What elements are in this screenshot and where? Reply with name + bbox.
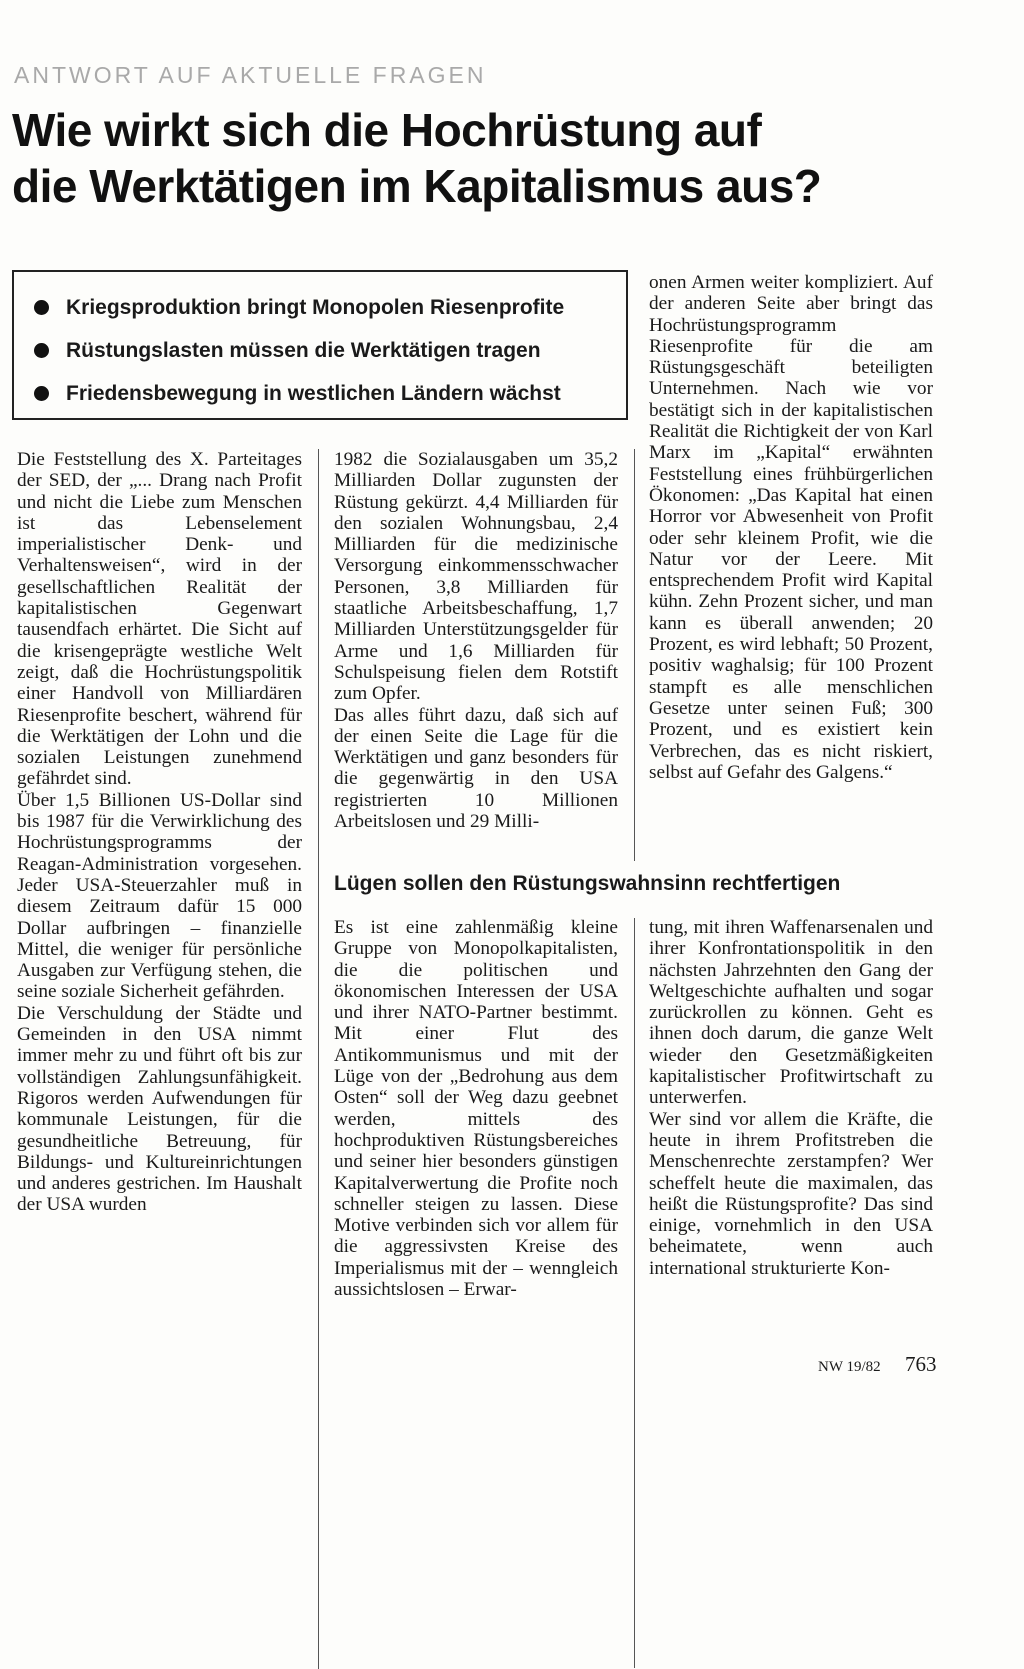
summary-item-text: Friedensbewegung in westlichen Ländern wächst xyxy=(66,382,561,405)
article-column-4 xyxy=(334,917,618,1300)
paragraph: Über 1,5 Billionen US-Dollar sind bis 1987 für die Verwirklichung des Hochrüstungsprogramms der Reagan-Administration vorgesehen. Jeder USA-Steuerzahler muß in diesem Zeitraum dafür 15 000 Dollar aufbringen – finanzielle Mittel, die weniger für persönliche Ausgaben zur Verfügung stehen, die seine soziale Sicherheit gefährden. xyxy=(17,789,302,1003)
page-title xyxy=(12,102,872,214)
kicker: ANTWORT AUF AKTUELLE FRAGEN xyxy=(14,62,487,88)
headline-line-1: Wie wirkt sich die Hochrüstung auf xyxy=(12,104,762,156)
article-column-1 xyxy=(17,449,302,1216)
headline-line-2: die Werktätigen im Kapitalismus aus? xyxy=(12,160,822,212)
summary-list xyxy=(14,272,626,415)
summary-item xyxy=(34,372,626,415)
bullet-icon xyxy=(34,343,49,358)
article-column-3 xyxy=(649,272,933,783)
paragraph: Wer sind vor allem die Kräfte, die heute in ihrem Profitstreben die Menschenrechte zerstampfen? Wer scheffelt heute die maximalen, das heißt die Rüstungsprofite? Das sind einige, vornehmlich in den USA beheimatete, wenn auch international strukturierte Kon- xyxy=(649,1108,933,1279)
paragraph: Das alles führt dazu, daß sich auf der einen Seite die Lage für die Werktätigen und ganz besonders für die gegenwärtig in den USA registrierten 10 Millionen Arbeitslosen und 29 Milli- xyxy=(334,704,618,833)
summary-item-text: Rüstungslasten müssen die Werktätigen tragen xyxy=(66,339,541,362)
paragraph: Die Verschuldung der Städte und Gemeinden in den USA nimmt immer mehr zu und führt oft bis zur vollständigen Zahlungsunfähigkeit. Rigoros werden Aufwendungen für kommunale Leistungen, für die gesundheitliche Betreuung, für Bildungs- und Kultureinrichtungen und anderes gestrichen. Im Haushalt der USA wurden xyxy=(17,1002,302,1216)
paragraph: Es ist eine zahlenmäßig kleine Gruppe von Monopolkapitalisten, die die politischen und ökonomischen Interessen der USA und ihrer NATO-Partner bestimmt. Mit einer Flut des Antikommunismus und mit der Lüge von der „Bedrohung aus dem Osten“ soll der Weg dazu geebnet werden, mittels des hochproduktiven Rüstungsbereiches und seiner hier besonders günstigen Kapitalverwertung die Profite noch schneller steigen zu lassen. Diese Motive verbinden sich vor allem für die aggressivsten Kreise des Imperialismus mit der – wenngleich aussichtslosen – Erwar- xyxy=(334,917,618,1301)
summary-box xyxy=(12,270,628,420)
bullet-icon xyxy=(34,300,49,315)
article-column-5 xyxy=(649,917,933,1279)
issue-number: NW 19/82 xyxy=(818,1359,881,1375)
paragraph: 1982 die Sozialausgaben um 35,2 Milliarden Dollar zugunsten der Rüstung gekürzt. 4,4 Milliarden für den sozialen Wohnungsbau, 2,4 Milliarden für die medizinische Versorgung einkommensschwacher Personen, 3,8 Milliarden für staatliche Arbeitsbeschaffung, 1,7 Milliarden Unterstützungsgelder für Arme und 1,6 Milliarden für Schulspeisung fielen dem Rotstift zum Opfer. xyxy=(334,449,618,705)
summary-item xyxy=(34,329,626,372)
paragraph: tung, mit ihren Waffenarsenalen und ihrer Konfrontationspolitik in den nächsten Jahrzehnten den Gang der Weltgeschichte aufhalten und sogar zurückrollen zu können. Geht es ihnen doch darum, die ganze Welt wieder den Gesetzmäßigkeiten kapitalistischer Profitwirtschaft zu unterwerfen. xyxy=(649,917,933,1109)
article-column-2 xyxy=(334,449,618,832)
column-divider xyxy=(634,449,635,861)
summary-item xyxy=(34,286,626,329)
section-subheading: Lügen sollen den Rüstungswahnsinn rechtfertigen xyxy=(334,872,841,895)
page-number: 763 xyxy=(905,1352,937,1376)
summary-item-text: Kriegsproduktion bringt Monopolen Riesenprofite xyxy=(66,296,565,319)
paragraph: Die Feststellung des X. Parteitages der SED, der „... Drang nach Profit und nicht die Liebe zum Menschen ist das Lebenselement imperialistischer Denk- und Verhaltensweisen“, wird in der gesellschaftlichen Realität der kapitalistischen Gegenwart tausendfach erhärtet. Die Sicht auf die krisengeprägte westliche Welt zeigt, daß die Hochrüstungspolitik einer Handvoll von Milliardären Riesenprofite beschert, während für die Werktätigen der Lohn und die sozialen Leistungen zunehmend gefährdet sind. xyxy=(17,449,302,790)
paragraph: onen Armen weiter kompliziert. Auf der anderen Seite aber bringt das Hochrüstungsprogramm Riesenprofite für die am Rüstungsgeschäft beteiligten Unternehmen. Nach wie vor bestätigt sich in der kapitalistischen Realität die Richtigkeit der von Karl Marx im „Kapital“ erwähnten Feststellung eines frühbürgerlichen Ökonomen: „Das Kapital hat einen Horror vor Abwesenheit von Profit oder sehr kleinem Profit, wie die Natur vor der Leere. Mit entsprechendem Profit wird Kapital kühn. Zehn Prozent sicher, und man kann es überall anwenden; 20 Prozent, es wird lebhaft; 50 Prozent, positiv waghalsig; für 100 Prozent stampft es alle menschlichen Gesetze unter seinen Fuß; 300 Prozent, und es existiert kein Verbrechen, das es nicht riskiert, selbst auf Gefahr des Galgens.“ xyxy=(649,272,933,783)
column-divider xyxy=(318,449,319,1669)
column-divider xyxy=(634,918,635,1668)
bullet-icon xyxy=(34,386,49,401)
